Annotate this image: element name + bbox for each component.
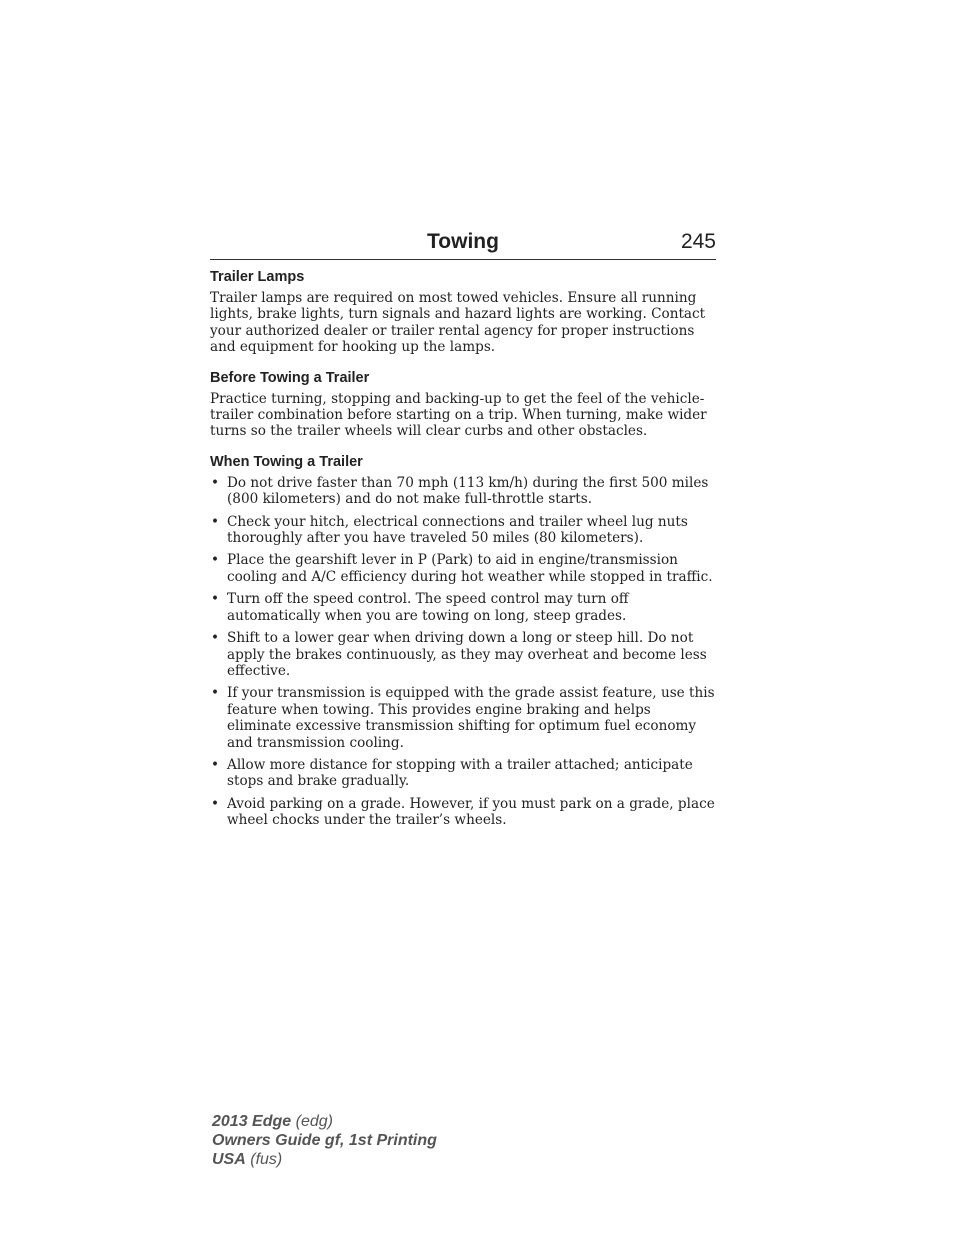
footer-line-market <box>212 1150 437 1169</box>
bullet-icon: • <box>211 474 220 491</box>
page-header <box>210 226 716 260</box>
list-item-text: Place the gearshift lever in P (Park) to aid in engine/transmission cooling and A/C efficiency during hot weather while stopped in traffic. <box>227 552 713 585</box>
towing-tips-list <box>210 475 716 829</box>
print-footer <box>212 1112 437 1169</box>
section-body-trailer-lamps: Trailer lamps are required on most towed vehicles. Ensure all running lights, brake lights, turn signals and hazard lights are working. Contact your authorized dealer or trailer rental agency for proper instructions and equipment for hooking up the lamps. <box>210 290 706 356</box>
list-item <box>210 685 716 751</box>
footer-edition: Owners Guide gf, 1st Printing <box>212 1132 437 1149</box>
bullet-icon: • <box>211 795 220 812</box>
bullet-icon: • <box>211 630 220 647</box>
list-item <box>210 514 716 547</box>
page-number: 245 <box>680 230 716 253</box>
footer-model-code: (edg) <box>295 1113 333 1130</box>
footer-line-edition <box>212 1131 437 1150</box>
bullet-icon: • <box>211 513 220 530</box>
footer-model: 2013 Edge <box>212 1113 292 1130</box>
section-title-when-towing: When Towing a Trailer <box>210 453 363 470</box>
chapter-title: Towing <box>427 230 499 253</box>
bullet-icon: • <box>211 756 220 773</box>
list-item-text: Allow more distance for stopping with a trailer attached; anticipate stops and brake gradually. <box>227 756 693 790</box>
list-item-text: Turn off the speed control. The speed control may turn off automatically when you are towing on long, steep grades. <box>227 591 629 624</box>
bullet-icon: • <box>211 685 220 702</box>
bullet-icon: • <box>211 591 220 608</box>
list-item <box>210 552 716 585</box>
list-item <box>210 796 716 829</box>
list-item-text: If your transmission is equipped with the grade assist feature, use this feature when towing. This provides engine braking and helps eliminate excessive transmission shifting for optimum fuel economy and transmission cooling. <box>227 685 715 751</box>
footer-market: USA <box>212 1151 246 1168</box>
list-item <box>210 630 716 679</box>
list-item-text: Do not drive faster than 70 mph (113 km/h) during the first 500 miles (800 kilometers) and do not make full-throttle starts. <box>227 474 709 508</box>
list-item-text: Shift to a lower gear when driving down a long or steep hill. Do not apply the brakes continuously, as they may overheat and become less effective. <box>227 630 707 679</box>
bullet-icon: • <box>211 552 220 569</box>
manual-page <box>210 226 716 835</box>
section-title-before-towing: Before Towing a Trailer <box>210 369 370 386</box>
list-item <box>210 475 716 508</box>
section-body-before-towing: Practice turning, stopping and backing-up to get the feel of the vehicle-trailer combination before starting on a trip. When turning, make wider turns so the trailer wheels will clear curbs and other obstacles. <box>210 390 707 440</box>
section-title-trailer-lamps: Trailer Lamps <box>210 269 305 285</box>
footer-market-code: (fus) <box>250 1151 283 1168</box>
list-item-text: Avoid parking on a grade. However, if you must park on a grade, place wheel chocks under the trailer’s wheels. <box>227 795 715 829</box>
list-item <box>210 757 716 790</box>
footer-line-model <box>212 1112 437 1131</box>
list-item-text: Check your hitch, electrical connections and trailer wheel lug nuts thoroughly after you have traveled 50 miles (80 kilometers). <box>227 513 688 547</box>
list-item <box>210 591 716 624</box>
